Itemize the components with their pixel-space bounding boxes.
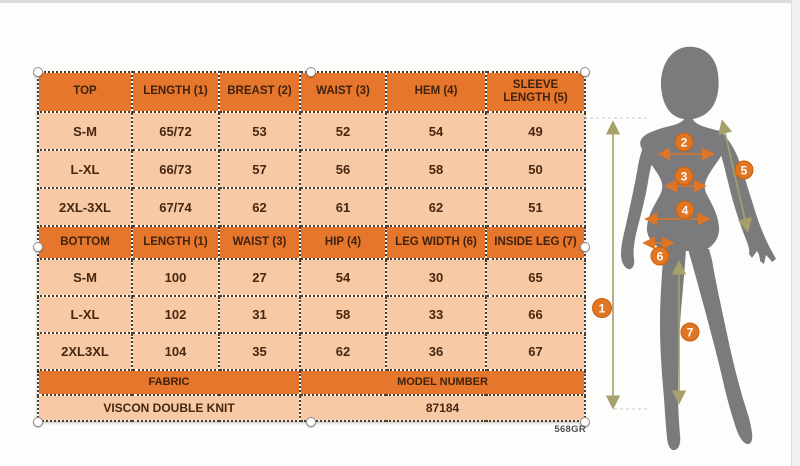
value-cell: 65/72 <box>132 112 219 150</box>
silhouette-left-arm <box>621 130 660 269</box>
value-cell: 100 <box>132 259 219 296</box>
top-header-cell: BREAST (2) <box>219 72 300 112</box>
svg-text:1: 1 <box>598 301 606 316</box>
selection-handle-bottom-left[interactable] <box>33 417 43 427</box>
svg-text:2: 2 <box>680 135 688 150</box>
selection-handle-top-center[interactable] <box>306 67 316 77</box>
top-header-cell: HEM (4) <box>386 72 486 112</box>
size-label: 2XL3XL <box>38 333 132 370</box>
svg-text:7: 7 <box>686 325 694 340</box>
table-row <box>38 188 585 226</box>
table-row <box>38 112 585 150</box>
value-cell: 65 <box>486 259 585 296</box>
selection-handle-bottom-center[interactable] <box>306 417 316 427</box>
measure-marker-3 <box>675 167 693 185</box>
measure-marker-2 <box>675 133 693 151</box>
size-label: 2XL-3XL <box>38 188 132 226</box>
value-cell: 57 <box>219 150 300 188</box>
value-cell: 36 <box>386 333 486 370</box>
svg-text:5: 5 <box>740 163 748 178</box>
value-cell: 67 <box>486 333 585 370</box>
value-cell: 53 <box>219 112 300 150</box>
watermark-code: 568GR <box>554 424 586 435</box>
selection-handle-middle-left[interactable] <box>33 242 43 252</box>
value-cell: 51 <box>486 188 585 226</box>
svg-text:3: 3 <box>680 169 688 184</box>
value-cell: 66 <box>486 296 585 333</box>
info-header-row <box>38 370 585 395</box>
silhouette-right-arm <box>714 130 776 264</box>
value-cell: 35 <box>219 333 300 370</box>
table-row <box>38 259 585 296</box>
measure-marker-4 <box>676 201 694 219</box>
bottom-header-cell: INSIDE LEG (7) <box>486 226 585 259</box>
table-row <box>38 296 585 333</box>
measure-marker-7 <box>681 323 699 341</box>
top-edge-strip <box>0 0 800 3</box>
silhouette-head <box>661 47 719 120</box>
top-header-cell: TOP <box>38 72 132 112</box>
value-cell: 62 <box>300 333 386 370</box>
silhouette-left-leg <box>660 249 686 450</box>
fabric-value: VISCON DOUBLE KNIT <box>38 395 300 421</box>
value-cell: 27 <box>219 259 300 296</box>
value-cell: 66/73 <box>132 150 219 188</box>
value-cell: 62 <box>219 188 300 226</box>
bottom-table-header-row <box>38 226 585 259</box>
bottom-header-cell: HIP (4) <box>300 226 386 259</box>
size-label: L-XL <box>38 296 132 333</box>
top-header-cell: SLEEVE LENGTH (5) <box>486 72 585 112</box>
size-label: L-XL <box>38 150 132 188</box>
value-cell: 58 <box>386 150 486 188</box>
measure-marker-1 <box>593 299 612 318</box>
size-label: S-M <box>38 259 132 296</box>
silhouette-right-leg <box>688 249 752 444</box>
size-chart-table <box>37 71 584 421</box>
measure-marker-6 <box>651 247 669 265</box>
svg-text:6: 6 <box>656 249 664 264</box>
bottom-header-cell: BOTTOM <box>38 226 132 259</box>
value-cell: 61 <box>300 188 386 226</box>
bottom-header-cell: LENGTH (1) <box>132 226 219 259</box>
bottom-header-cell: LEG WIDTH (6) <box>386 226 486 259</box>
size-label: S-M <box>38 112 132 150</box>
value-cell: 102 <box>132 296 219 333</box>
model-number-header-cell: MODEL NUMBER <box>300 370 585 395</box>
table-row <box>38 333 585 370</box>
value-cell: 50 <box>486 150 585 188</box>
model-number-value: 87184 <box>300 395 585 421</box>
table-row <box>38 150 585 188</box>
value-cell: 54 <box>300 259 386 296</box>
value-cell: 33 <box>386 296 486 333</box>
value-cell: 52 <box>300 112 386 150</box>
top-header-cell: LENGTH (1) <box>132 72 219 112</box>
selection-handle-top-left[interactable] <box>33 67 43 77</box>
top-header-cell: WAIST (3) <box>300 72 386 112</box>
value-cell: 49 <box>486 112 585 150</box>
svg-text:4: 4 <box>681 203 689 218</box>
value-cell: 62 <box>386 188 486 226</box>
value-cell: 54 <box>386 112 486 150</box>
model-silhouette <box>621 47 776 450</box>
measurement-figure <box>580 30 800 466</box>
fabric-header-cell: FABRIC <box>38 370 300 395</box>
value-cell: 58 <box>300 296 386 333</box>
value-cell: 30 <box>386 259 486 296</box>
value-cell: 56 <box>300 150 386 188</box>
bottom-header-cell: WAIST (3) <box>219 226 300 259</box>
value-cell: 31 <box>219 296 300 333</box>
value-cell: 104 <box>132 333 219 370</box>
measure-marker-5 <box>735 161 753 179</box>
top-table-header-row <box>38 72 585 112</box>
value-cell: 67/74 <box>132 188 219 226</box>
